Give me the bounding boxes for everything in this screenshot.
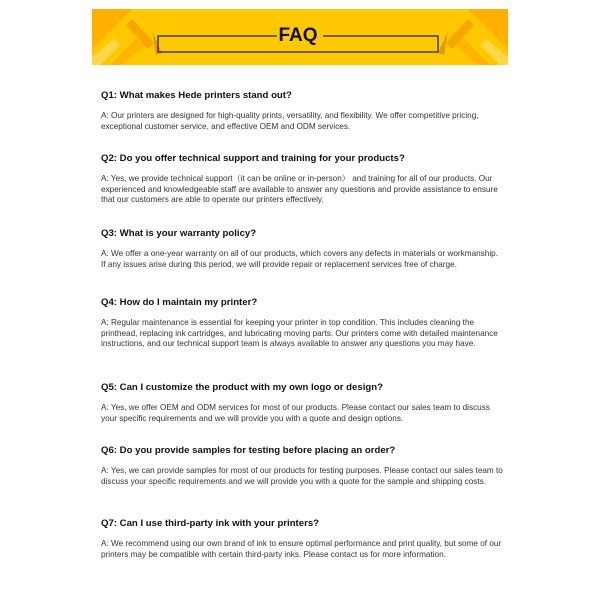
faq-item-1 — [101, 90, 503, 132]
faq-banner — [92, 9, 508, 65]
faq-answer: A: Yes, we provide technical support（it can be online or in-person） and training for all of our products. Our experienced and knowledgeable staff are available to answer any questions and provide assistance to ensure that our customers are able to operate our printers effectively. — [101, 174, 498, 205]
faq-answer: A: Yes, we can provide samples for most of our products for testing purposes. Please contact our sales team to discuss your specific requirements and we will provide you with a quote for the sample and shipping costs. — [101, 466, 503, 486]
faq-answer: A: Regular maintenance is essential for keeping your printer in top condition. This includes cleaning the printhead, replacing ink cartridges, and lubricating moving parts. Our printers come with detailed maintenance instructions, and our technical support team is always available to answer any questions you may have. — [101, 318, 498, 349]
faq-question: Q2: Do you offer technical support and training for your products? — [101, 153, 405, 164]
faq-item-6 — [101, 445, 503, 487]
faq-question: Q1: What makes Hede printers stand out? — [101, 90, 292, 101]
faq-item-3 — [101, 228, 503, 270]
faq-question: Q5: Can I customize the product with my own logo or design? — [101, 382, 383, 393]
faq-item-7 — [101, 518, 503, 560]
faq-answer: A: Our printers are designed for high-quality prints, versatility, and flexibility. We offer competitive pricing, exceptional customer service, and effective OEM and ODM services. — [101, 111, 479, 131]
faq-answer: A: We recommend using our own brand of ink to ensure optimal performance and print quality, but some of our printers may be compatible with certain third-party inks. Please contact us for more information. — [101, 539, 502, 559]
title-frame — [158, 23, 438, 49]
faq-answer: A: Yes, we offer OEM and ODM services for most of our products. Please contact our sales team to discuss your specific requirements and we will provide you with a quote and design options. — [101, 403, 490, 423]
page-title: FAQ — [278, 25, 318, 46]
faq-item-4 — [101, 297, 503, 350]
faq-question: Q3: What is your warranty policy? — [101, 228, 257, 239]
faq-item-2 — [101, 153, 503, 206]
faq-item-5 — [101, 382, 503, 424]
faq-question: Q4: How do I maintain my printer? — [101, 297, 258, 308]
faq-answer: A: We offer a one-year warranty on all of our products, which covers any defects in materials or workmanship. If any issues arise during this period, we will provide repair or replacement services free of charge. — [101, 249, 498, 269]
faq-question: Q7: Can I use third-party ink with your printers? — [101, 518, 320, 529]
faq-question: Q6: Do you provide samples for testing before placing an order? — [101, 445, 396, 456]
